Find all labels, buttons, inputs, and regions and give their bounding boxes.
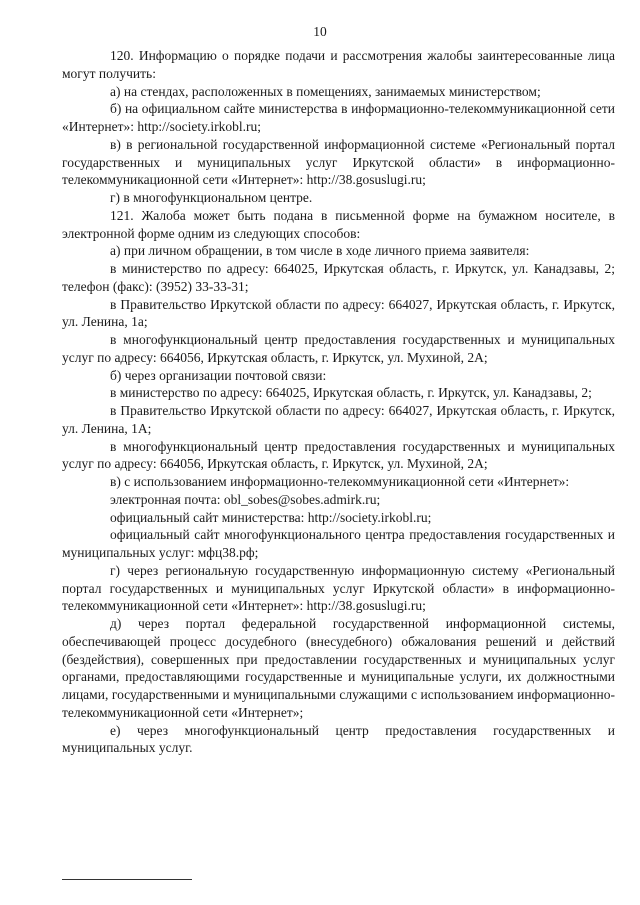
paragraph-121-v: в) с использованием информационно-телекоммуникационной сети «Интернет»: (110, 474, 570, 489)
paragraph-121-b-government: в Правительство Иркутской области по адресу: 664027, Иркутская область, г. Иркутск, ул. Ленина, 1А; (62, 403, 615, 436)
paragraph-121-a-government: в Правительство Иркутской области по адресу: 664027, Иркутская область, г. Иркутск, ул. Ленина, 1а; (62, 296, 615, 330)
paragraph-121-a-ministry: в министерство по адресу: 664025, Иркутская область, г. Иркутск, ул. Канадзавы, 2; телефон (факс): (3952) 33-33-31; (62, 261, 615, 294)
paragraph-121-a-mfc: в многофункциональный центр предоставления государственных и муниципальных услуг по адресу: 664056, Иркутская область, г. Иркутск, ул. Мухиной, 2А; (62, 332, 615, 365)
paragraph-120-b: б) на официальном сайте министерства в информационно-телекоммуникационной сети «Интернет»: http://society.irkobl.ru; (62, 101, 615, 134)
paragraph-121-b-ministry: в министерство по адресу: 664025, Иркутская область, г. Иркутск, ул. Канадзавы, 2; (110, 385, 592, 401)
paragraph-121-v-email: электронная почта: obl_sobes@sobes.admirk.ru; (110, 491, 381, 507)
paragraph-121-e: е) через многофункциональный центр предоставления государственных и муниципальных услуг. (62, 722, 615, 756)
paragraph-121: 121. Жалоба может быть подана в письменной форме на бумажном носителе, в электронной форме одним из следующих способов: (62, 207, 615, 241)
paragraph-121-a: а) при личном обращении, в том числе в ходе личного приема заявителя: (110, 243, 530, 259)
paragraph-121-v-ministry-site: официальный сайт министерства: http://society.irkobl.ru; (110, 509, 432, 525)
paragraph-121-d: д) через портал федеральной государственной информационной системы, обеспечивающей процесс досудебного (внесудебного) обжалования решений и действий (бездействия), совершенных при предоставлении государственных и муниципальных услуг органами, предоставляющими государственные и муниципальные услуги, их должностными лицами, государственными и муниципальными служащими с использованием информационно-телекоммуникационной сети «Интернет»; (62, 616, 615, 720)
paragraph-120-a: а) на стендах, расположенных в помещениях, занимаемых министерством; (110, 83, 541, 99)
paragraph-121-g: г) через региональную государственную информационную систему «Региональный портал государственных и муниципальных услуг Иркутской области» в информационно-телекоммуникационной сети «Интернет»: http://38.gosuslugi.ru; (62, 562, 615, 614)
paragraph-121-b: б) через организации почтовой связи: (110, 367, 327, 383)
paragraph-121-b-mfc: в многофункциональный центр предоставления государственных и муниципальных услуг по адресу: 664056, Иркутская область, г. Иркутск, ул. Мухиной, 2А; (62, 438, 615, 472)
footnote-divider (62, 879, 192, 880)
page-number: 10 (313, 24, 327, 39)
paragraph-120-v: в) в региональной государственной информационной системе «Региональный портал государственных и муниципальных услуг Иркутской области» в информационно-телекоммуникационной сети «Интернет»: http://38.gosuslugi.ru; (62, 136, 615, 188)
paragraph-120: 120. Информацию о порядке подачи и рассмотрения жалобы заинтересованные лица могут получить: (62, 48, 615, 81)
document-body (62, 47, 615, 757)
paragraph-121-v-mfc-site: официальный сайт многофункционального центра предоставления государственных и муниципальных услуг: мфц38.рф; (62, 527, 615, 560)
paragraph-120-g: г) в многофункциональном центре. (110, 190, 313, 205)
